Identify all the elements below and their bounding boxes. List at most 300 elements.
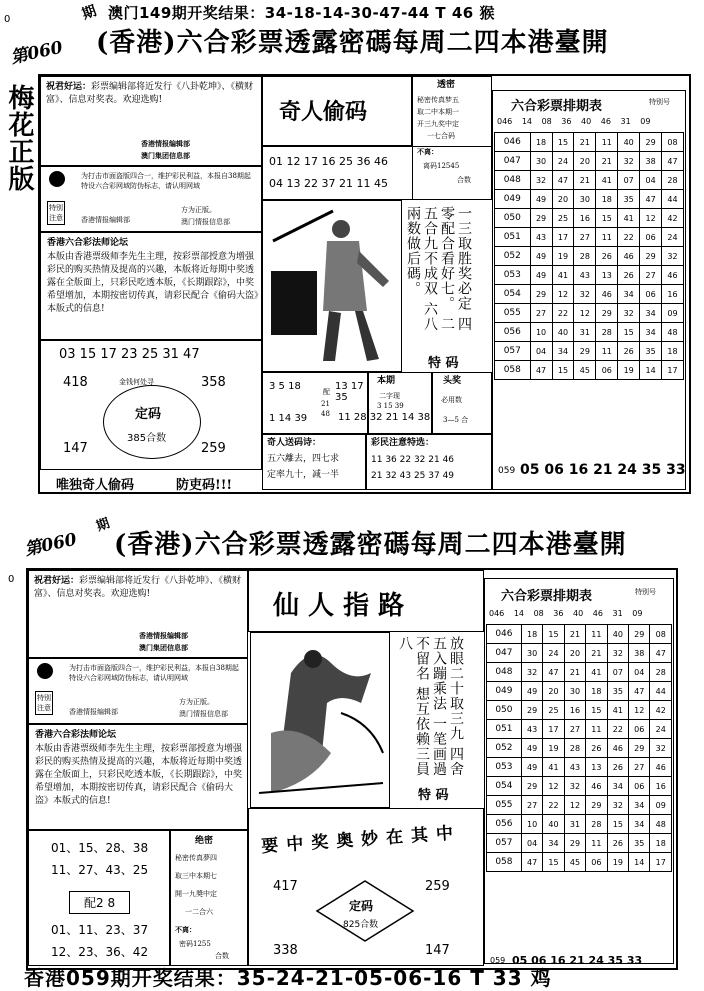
number-cell: 38 — [640, 152, 662, 171]
numbers-row: 03 15 17 23 25 31 47 — [59, 347, 200, 362]
number-cell: 29 — [640, 133, 662, 152]
number-cell: 34 — [543, 834, 564, 853]
table-row — [487, 777, 672, 796]
number-cell: 18 — [596, 190, 618, 209]
pairs2-line-2: 12、23、36、42 — [51, 945, 149, 959]
number-cell: 15 — [552, 133, 574, 152]
number-cell: 29 — [629, 625, 650, 644]
benqi-n1: 3 15 39 — [377, 402, 404, 410]
panel-title-box-2 — [248, 570, 484, 632]
table-row — [495, 209, 684, 228]
number-cell: 47 — [530, 361, 552, 380]
schedule-header-2: 046 14 08 36 40 46 31 09 — [489, 609, 643, 618]
number-cell: 26 — [596, 247, 618, 266]
number-cell: 41 — [543, 758, 564, 777]
secret-code: 离码12545 — [423, 162, 460, 170]
circle-ring — [103, 385, 201, 459]
number-cell: 15 — [543, 853, 564, 872]
number-cell: 22 — [618, 228, 640, 247]
number-cell: 47 — [543, 663, 564, 682]
number-cell: 04 — [521, 834, 542, 853]
number-cell: 17 — [552, 228, 574, 247]
verse2-line-3: 一笔画過不留名 — [414, 636, 447, 777]
number-cell: 32 — [607, 796, 628, 815]
diamond-tr: 259 — [425, 879, 450, 894]
verse-line-3: 二五合九不成双 — [422, 206, 455, 332]
mini-l2: 1 14 39 — [269, 413, 308, 424]
verse-column — [404, 206, 472, 346]
benqi-label: 本期 — [377, 376, 396, 386]
circle-center: 定码 — [135, 407, 162, 422]
jiang-label: 头奖 — [443, 376, 462, 386]
pairs-box — [28, 830, 170, 966]
issue-label-2: 第060 — [23, 529, 79, 561]
number-cell: 45 — [564, 853, 585, 872]
issue-cell: 047 — [495, 152, 531, 171]
number-cell: 28 — [564, 739, 585, 758]
wish-org2: 澳门集团信息部 — [141, 151, 190, 160]
number-cell: 27 — [564, 720, 585, 739]
jiang-box — [432, 372, 492, 434]
secret-line4-2: 一二合六 — [185, 908, 213, 916]
number-cell: 27 — [629, 758, 650, 777]
diamond-bl: 338 — [273, 943, 298, 958]
issue-cell: 058 — [495, 361, 531, 380]
number-cell: 22 — [607, 720, 628, 739]
number-cell: 45 — [574, 361, 596, 380]
number-cell: 15 — [586, 701, 607, 720]
number-cell: 40 — [607, 625, 628, 644]
secret-line1: 秘密传真梦五 — [417, 96, 459, 104]
number-cell: 04 — [530, 342, 552, 361]
number-cell: 19 — [552, 247, 574, 266]
schedule-title-2: 六合彩票排期表 — [501, 589, 593, 604]
number-cell: 49 — [521, 739, 542, 758]
number-cell: 18 — [662, 342, 684, 361]
number-cell: 06 — [629, 777, 650, 796]
number-cell: 30 — [574, 190, 596, 209]
number-cell: 25 — [543, 701, 564, 720]
number-cell: 38 — [629, 644, 650, 663]
number-cell: 11 — [596, 133, 618, 152]
number-cell: 25 — [552, 209, 574, 228]
number-cell: 08 — [662, 133, 684, 152]
table-row — [495, 247, 684, 266]
diamond-count: 825合数 — [343, 920, 379, 930]
number-cell: 27 — [530, 304, 552, 323]
number-cell: 15 — [618, 323, 640, 342]
secret-line3: 开三九奖中定 — [417, 120, 459, 128]
notice-tag2: 注意 — [49, 214, 63, 222]
number-cell: 18 — [530, 133, 552, 152]
send-line1: 五六離去，四七求 — [267, 454, 340, 464]
arc-text: 要中奖奥妙在其中 — [260, 823, 462, 857]
notice-left-sign: 香港情报编辑部 — [81, 216, 130, 224]
pei-box: 配2 8 — [69, 891, 130, 914]
number-cell: 43 — [521, 720, 542, 739]
number-cell: 15 — [596, 209, 618, 228]
issue-cell: 057 — [487, 834, 522, 853]
number-cell: 19 — [543, 739, 564, 758]
number-cell: 21 — [564, 625, 585, 644]
number-cell: 21 — [596, 152, 618, 171]
number-cell: 30 — [530, 152, 552, 171]
number-cell: 29 — [530, 285, 552, 304]
verse2-line-2: 四舍五入蹦乘法 — [431, 636, 464, 777]
forum-box — [40, 232, 262, 340]
number-cell: 06 — [640, 228, 662, 247]
number-cell: 43 — [530, 228, 552, 247]
issue-cell: 054 — [495, 285, 531, 304]
table-row — [495, 323, 684, 342]
number-cell: 27 — [521, 796, 542, 815]
bomb-icon-2 — [37, 663, 53, 679]
zero-mark-2: 0 — [8, 574, 15, 585]
number-cell: 19 — [618, 361, 640, 380]
table-row — [495, 266, 684, 285]
schedule-header: 046 14 08 36 40 46 31 09 — [497, 117, 651, 126]
number-cell: 22 — [552, 304, 574, 323]
forum-box-2 — [28, 724, 248, 830]
secret-title-2: 绝密 — [195, 836, 214, 846]
number-cell: 40 — [543, 815, 564, 834]
number-cell: 27 — [640, 266, 662, 285]
number-cell: 35 — [640, 342, 662, 361]
number-cell: 26 — [607, 758, 628, 777]
verse-line-4: 六八兩数做后碼。 — [405, 206, 438, 332]
notice-right-sign1-2: 方为正版。 — [179, 698, 214, 706]
issue-cell: 047 — [487, 644, 522, 663]
number-cell: 07 — [607, 663, 628, 682]
send-box — [262, 434, 366, 490]
notice-left-sign-2: 香港情报编辑部 — [69, 708, 118, 716]
number-cell: 06 — [629, 720, 650, 739]
issue-cell: 052 — [487, 739, 522, 758]
last-issue: 059 — [498, 466, 516, 476]
send-title: 奇人送码诗： — [267, 438, 322, 448]
table-row — [487, 720, 672, 739]
schedule-table-2 — [486, 624, 672, 872]
number-cell: 47 — [662, 152, 684, 171]
wish-body: 彩票编辑部将近发行《八卦乾坤》、《横财富》、信息对奖表。欢迎选购! — [46, 82, 254, 105]
number-cell: 08 — [650, 625, 672, 644]
wish-box — [40, 76, 262, 166]
number-cell: 04 — [640, 171, 662, 190]
number-cell: 47 — [629, 682, 650, 701]
table-row — [487, 853, 672, 872]
send-line2: 定率九十，减一半 — [267, 470, 340, 480]
number-cell: 16 — [650, 777, 672, 796]
number-cell: 29 — [629, 739, 650, 758]
secret-code-2: 密码1255 — [179, 940, 211, 948]
number-cell: 34 — [640, 304, 662, 323]
number-cell: 11 — [596, 342, 618, 361]
number-cell: 21 — [574, 133, 596, 152]
number-cell: 28 — [574, 247, 596, 266]
number-cell: 28 — [650, 663, 672, 682]
number-cell: 24 — [650, 720, 672, 739]
number-cell: 10 — [521, 815, 542, 834]
issue-cell: 052 — [495, 247, 531, 266]
secret-line2: 取二中本期一 — [417, 108, 459, 116]
number-cell: 42 — [662, 209, 684, 228]
notice-tag1-2: 特别 — [37, 694, 51, 702]
table-row — [495, 285, 684, 304]
caimin-title: 彩民注意特选： — [371, 438, 435, 448]
number-cell: 49 — [521, 682, 542, 701]
issue-cell: 048 — [495, 171, 531, 190]
number-cell: 46 — [662, 266, 684, 285]
number-cell: 18 — [650, 834, 672, 853]
number-cell: 41 — [607, 701, 628, 720]
number-cell: 40 — [552, 323, 574, 342]
notice-right-sign2-2: 澳门情报信息部 — [179, 710, 228, 718]
number-cell: 32 — [607, 644, 628, 663]
number-cell: 46 — [596, 285, 618, 304]
secret-buli: 不离： — [417, 147, 438, 156]
tema-label-2: 特 码 — [418, 788, 449, 803]
secret-line3-2: 開一九奬中定 — [175, 890, 217, 898]
number-cell: 32 — [564, 777, 585, 796]
number-cell: 32 — [650, 739, 672, 758]
schedule-title: 六合彩票排期表 — [511, 99, 603, 114]
number-cell: 06 — [640, 285, 662, 304]
number-cell: 29 — [564, 834, 585, 853]
number-cell: 29 — [521, 701, 542, 720]
secret-buli-2: 不离： — [175, 925, 196, 934]
number-cell: 28 — [586, 815, 607, 834]
number-cell: 17 — [650, 853, 672, 872]
number-cell: 11 — [586, 834, 607, 853]
page-title: (香港)六合彩票透露密碼每周二四本港臺開 — [96, 28, 609, 58]
number-cell: 26 — [586, 739, 607, 758]
number-cell: 41 — [596, 171, 618, 190]
number-cell: 29 — [574, 342, 596, 361]
number-cell: 22 — [543, 796, 564, 815]
number-cell: 31 — [564, 815, 585, 834]
number-cell: 14 — [629, 853, 650, 872]
forum-body-2: 本版由香港票级师李先生主理，按彩票部授意为增强彩民的购买热情及提高的兴趣，本版将近每期中奖透露在全版面上，只彩民吃透本版，《长期跟踪》，中奖希望增加，本期按密切传真，请彩民配合《偷码大盗》本版式的信息! — [35, 744, 243, 806]
issue-suffix-2: 期 — [94, 516, 112, 535]
need-label: 必用数 — [441, 396, 462, 404]
number-cell: 26 — [607, 834, 628, 853]
secret-title: 透密 — [437, 80, 456, 90]
notice-tag2-2: 注意 — [37, 704, 51, 712]
diamond-br: 147 — [425, 943, 450, 958]
number-cell: 34 — [618, 285, 640, 304]
diamond-box — [248, 808, 484, 966]
number-cell: 06 — [596, 361, 618, 380]
issue-cell: 058 — [487, 853, 522, 872]
notice-box — [40, 166, 262, 232]
circle-tl: 418 — [63, 375, 88, 390]
issue-cell: 056 — [495, 323, 531, 342]
circle-box — [40, 340, 262, 470]
tema-label: 特 码 — [428, 356, 459, 371]
number-cell: 47 — [650, 644, 672, 663]
number-cell: 12 — [543, 777, 564, 796]
number-cell: 16 — [662, 285, 684, 304]
wish-title-2: 祝君好运： — [34, 576, 80, 586]
macau-result-headline: 澳门149期开奖结果：34-18-14-30-47-44 T 46 猴 — [108, 4, 495, 22]
wish-org1-2: 香港情报编辑部 — [139, 631, 188, 640]
number-cell: 19 — [607, 853, 628, 872]
number-cell: 30 — [521, 644, 542, 663]
issue-cell: 051 — [487, 720, 522, 739]
number-cell: 40 — [618, 133, 640, 152]
number-cell: 24 — [662, 228, 684, 247]
number-cell: 30 — [564, 682, 585, 701]
notice-box-2 — [28, 658, 248, 724]
diamond-tl: 417 — [273, 879, 298, 894]
issue-cell: 053 — [487, 758, 522, 777]
forum-body: 本版由香港票级师李先生主理，按彩票部授意为增强彩民的购买热情及提高的兴趣，本版将近每期中奖透露在全版面上，只彩民吃透本版，《长期跟踪》，中奖希望增加，本期按密切传真，请彩民配合《偷码大盗》本版式的信息! — [47, 252, 259, 314]
circle-count: 385合数 — [127, 433, 167, 444]
number-cell: 21 — [586, 644, 607, 663]
notice-right-sign1: 方为正版。 — [181, 206, 216, 214]
issue-cell: 050 — [487, 701, 522, 720]
number-cell: 46 — [607, 739, 628, 758]
verse2-line-4: 想互依赖三員八 — [397, 636, 430, 777]
schedule-corner: 特别号 — [649, 98, 670, 106]
table-row — [495, 133, 684, 152]
thief-illustration — [262, 200, 402, 372]
number-cell: 09 — [662, 304, 684, 323]
table-row — [495, 304, 684, 323]
circle-arc-text: 金钱何处寻 — [119, 378, 154, 386]
number-cell: 44 — [650, 682, 672, 701]
number-cell: 29 — [530, 209, 552, 228]
number-cell: 34 — [607, 777, 628, 796]
wish-org2-2: 澳门集团信息部 — [139, 643, 188, 652]
issue-cell: 056 — [487, 815, 522, 834]
circle-br: 259 — [201, 441, 226, 456]
forum-title: 香港六合彩法师论坛 — [47, 238, 129, 248]
circle-tr: 358 — [201, 375, 226, 390]
table-row — [487, 701, 672, 720]
caimin-line2: 21 32 43 25 37 49 — [371, 471, 455, 481]
wish-body-2: 彩票编辑部将近发行《八卦乾坤》、《横财富》、信息对奖表。欢迎选购! — [34, 576, 242, 599]
number-cell: 35 — [618, 190, 640, 209]
schedule-corner-2: 特别号 — [635, 588, 656, 596]
number-cell: 06 — [586, 853, 607, 872]
table-row — [495, 228, 684, 247]
number-cell: 24 — [543, 644, 564, 663]
number-cell: 11 — [586, 720, 607, 739]
mini-mid3: 48 — [321, 410, 330, 418]
number-cell: 49 — [521, 758, 542, 777]
caimin-line1: 11 36 22 32 21 46 — [371, 455, 455, 465]
issue-cell: 051 — [495, 228, 531, 247]
num-line-2: 04 13 22 37 21 11 45 — [269, 177, 388, 190]
issue-cell: 048 — [487, 663, 522, 682]
caimin-box — [366, 434, 492, 490]
issue-suffix: 期 — [80, 3, 99, 23]
number-cell: 32 — [662, 247, 684, 266]
table-row — [487, 758, 672, 777]
number-cell: 26 — [618, 342, 640, 361]
number-cell: 43 — [574, 266, 596, 285]
num-line-1: 01 12 17 16 25 36 46 — [269, 155, 388, 168]
immortal-illustration — [250, 632, 390, 808]
number-cell: 34 — [629, 796, 650, 815]
issue-cell: 055 — [487, 796, 522, 815]
number-cell: 49 — [530, 247, 552, 266]
table-row — [487, 644, 672, 663]
number-cell: 12 — [640, 209, 662, 228]
number-cell: 12 — [629, 701, 650, 720]
secret-line2-2: 取三中本期七 — [175, 872, 217, 880]
secret-heshu: 合数 — [457, 176, 471, 184]
panel-title: 奇人偷码 — [279, 99, 368, 125]
page-title-2: (香港)六合彩票透露密碼每周二四本港臺開 — [114, 530, 627, 560]
number-cell: 11 — [596, 228, 618, 247]
secret-line4: 一七合码 — [427, 132, 455, 140]
forum-title-2: 香港六合彩法师论坛 — [35, 730, 117, 740]
number-cell: 29 — [521, 777, 542, 796]
table-row — [487, 739, 672, 758]
number-cell: 17 — [543, 720, 564, 739]
number-cell: 32 — [618, 152, 640, 171]
panel-title-2: 仙 人 指 路 — [273, 591, 405, 621]
notice-tag1: 特别 — [49, 204, 63, 212]
table-row — [487, 682, 672, 701]
number-cell: 17 — [662, 361, 684, 380]
number-cell: 18 — [521, 625, 542, 644]
number-cell: 21 — [564, 663, 585, 682]
number-cell: 44 — [662, 190, 684, 209]
number-cell: 34 — [552, 342, 574, 361]
number-cell: 15 — [543, 625, 564, 644]
secret-box-2 — [170, 830, 248, 966]
number-cell: 04 — [629, 663, 650, 682]
wish-org1: 香港情报编辑部 — [141, 139, 190, 148]
table-row — [487, 663, 672, 682]
notice-right-sign2: 澳门情报信息部 — [181, 218, 230, 226]
issue-cell: 057 — [495, 342, 531, 361]
pairs-line-2: 11、27、43、25 — [51, 863, 149, 877]
number-cell: 46 — [618, 247, 640, 266]
mini-mid2: 21 — [321, 400, 330, 408]
issue-cell: 046 — [487, 625, 522, 644]
issue-cell: 055 — [495, 304, 531, 323]
mini-mid1: 配 — [323, 388, 330, 396]
secret-heshu-2: 合数 — [215, 952, 229, 960]
number-cell: 20 — [564, 644, 585, 663]
verse-column-2 — [396, 636, 464, 786]
number-cell: 10 — [530, 323, 552, 342]
table-row — [487, 796, 672, 815]
number-cell: 15 — [607, 815, 628, 834]
mini-left-box — [262, 372, 368, 434]
issue-cell: 050 — [495, 209, 531, 228]
table-row — [495, 171, 684, 190]
number-cell: 20 — [543, 682, 564, 701]
issue-cell: 049 — [487, 682, 522, 701]
mini-r1: 13 17 35 — [335, 381, 364, 403]
number-cell: 49 — [530, 190, 552, 209]
number-cell: 35 — [629, 834, 650, 853]
table-row — [495, 361, 684, 380]
number-cell: 26 — [618, 266, 640, 285]
table-row — [487, 625, 672, 644]
number-cell: 15 — [552, 361, 574, 380]
number-cell: 41 — [586, 663, 607, 682]
number-cell: 31 — [574, 323, 596, 342]
table-row — [495, 152, 684, 171]
issue-cell: 049 — [495, 190, 531, 209]
number-cell: 43 — [564, 758, 585, 777]
